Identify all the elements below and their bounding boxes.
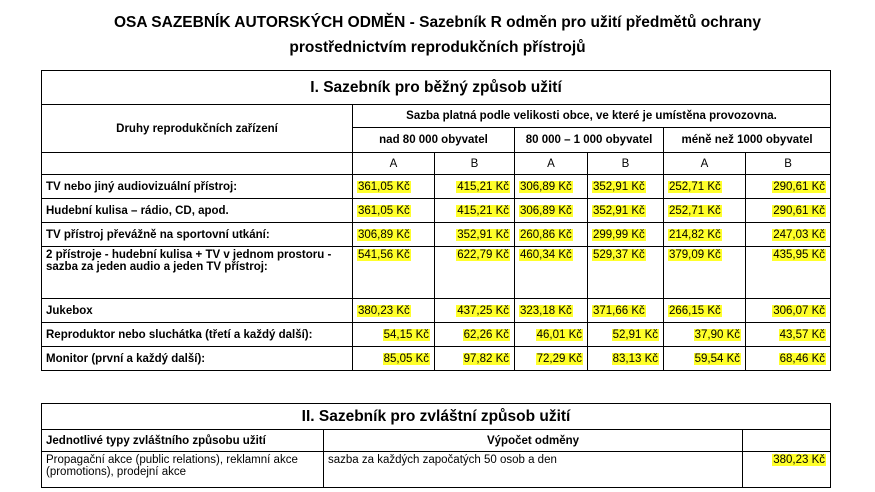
price: 352,91 Kč: [593, 180, 645, 193]
price: 72,29 Kč: [536, 352, 582, 365]
price: 541,56 Kč: [358, 249, 410, 261]
price: 361,05 Kč: [358, 180, 410, 193]
group-header-1: nad 80 000 obyvatel: [353, 128, 515, 153]
page-title: [0, 10, 875, 60]
price: 529,37 Kč: [593, 249, 645, 261]
price: 62,26 Kč: [463, 328, 509, 341]
price: 260,86 Kč: [520, 228, 572, 241]
price: 37,90 Kč: [694, 328, 740, 341]
table-row: [42, 175, 831, 199]
price: 290,61 Kč: [773, 180, 826, 193]
sub-header: B: [588, 153, 664, 175]
rates-table-special: [41, 403, 831, 488]
price: 415,21 Kč: [457, 180, 509, 193]
table-row: [42, 299, 831, 323]
price: 247,03 Kč: [773, 228, 826, 241]
row-label: Reproduktor nebo sluchátka (třetí a každý další):: [42, 323, 353, 347]
price: 214,82 Kč: [669, 228, 721, 241]
price: 379,09 Kč: [669, 249, 721, 261]
price: 352,91 Kč: [457, 228, 509, 241]
price: 68,46 Kč: [779, 352, 826, 365]
sub-header: B: [435, 153, 515, 175]
group-header-3: méně než 1000 obyvatel: [664, 128, 831, 153]
table-row: [42, 247, 831, 299]
price: 323,18 Kč: [520, 304, 572, 317]
price: 622,79 Kč: [457, 249, 509, 261]
price: 252,71 Kč: [669, 180, 721, 193]
price: 371,66 Kč: [593, 304, 645, 317]
table-row: [42, 347, 831, 371]
price: 306,07 Kč: [773, 304, 826, 317]
price: 437,25 Kč: [457, 304, 509, 317]
group-header-2: 80 000 – 1 000 obyvatel: [515, 128, 664, 153]
device-type-header: Druhy reprodukčních zařízení: [42, 105, 353, 153]
price: 460,34 Kč: [520, 249, 572, 261]
price: 380,23 Kč: [773, 454, 826, 466]
price: 59,54 Kč: [694, 352, 740, 365]
price: 290,61 Kč: [773, 204, 826, 217]
rate-subheader: Sazba platná podle velikosti obce, ve které je umístěna provozovna.: [353, 105, 831, 128]
price: 46,01 Kč: [536, 328, 582, 341]
price: 435,95 Kč: [773, 249, 826, 261]
empty-cell: [743, 430, 831, 452]
row-label: Monitor (první a každý další):: [42, 347, 353, 371]
price: 52,91 Kč: [612, 328, 658, 341]
row-label: TV nebo jiný audiovizuální přístroj:: [42, 175, 353, 199]
calculation-text: sazba za každých započatých 50 osob a den: [324, 452, 743, 488]
price: 306,89 Kč: [358, 228, 410, 241]
row-label: Jukebox: [42, 299, 353, 323]
price: 352,91 Kč: [593, 204, 645, 217]
price: 83,13 Kč: [612, 352, 658, 365]
price: 54,15 Kč: [383, 328, 429, 341]
section2-heading: II. Sazebník pro zvláštní způsob užití: [42, 404, 831, 430]
row-label: 2 přístroje - hudební kulisa + TV v jednom prostoru - sazba za jeden audio a jeden TV přístroj:: [42, 247, 353, 299]
price: 380,23 Kč: [358, 304, 410, 317]
sub-header: A: [515, 153, 588, 175]
price: 415,21 Kč: [457, 204, 509, 217]
price: 306,89 Kč: [520, 204, 572, 217]
row-label: Propagační akce (public relations), reklamní akce (promotions), prodejní akce: [42, 452, 324, 488]
rates-table-standard: [41, 70, 831, 371]
price: 252,71 Kč: [669, 204, 721, 217]
section1-heading: I. Sazebník pro běžný způsob užití: [42, 71, 831, 105]
special-type-header: Jednotlivé typy zvláštního způsobu užití: [42, 430, 324, 452]
table-row: [42, 323, 831, 347]
table-row: [42, 452, 831, 488]
title-line-1: OSA SAZEBNÍK AUTORSKÝCH ODMĚN - Sazebník R odměn pro užití předmětů ochrany: [113, 14, 762, 31]
sub-header: B: [746, 153, 831, 175]
row-label: Hudební kulisa – rádio, CD, apod.: [42, 199, 353, 223]
price: 97,82 Kč: [463, 352, 509, 365]
price: 85,05 Kč: [383, 352, 429, 365]
price: 361,05 Kč: [358, 204, 410, 217]
sub-header: A: [664, 153, 746, 175]
table-row: [42, 199, 831, 223]
calculation-header: Výpočet odměny: [324, 430, 743, 452]
row-label: TV přístroj převážně na sportovní utkání:: [42, 223, 353, 247]
price: 306,89 Kč: [520, 180, 572, 193]
price: 43,57 Kč: [779, 328, 826, 341]
price: 299,99 Kč: [593, 228, 645, 241]
price: 266,15 Kč: [669, 304, 721, 317]
title-line-2: prostřednictvím reprodukčních přístrojů: [289, 39, 586, 56]
empty-cell: [42, 153, 353, 175]
sub-header: A: [353, 153, 435, 175]
table-row: [42, 223, 831, 247]
